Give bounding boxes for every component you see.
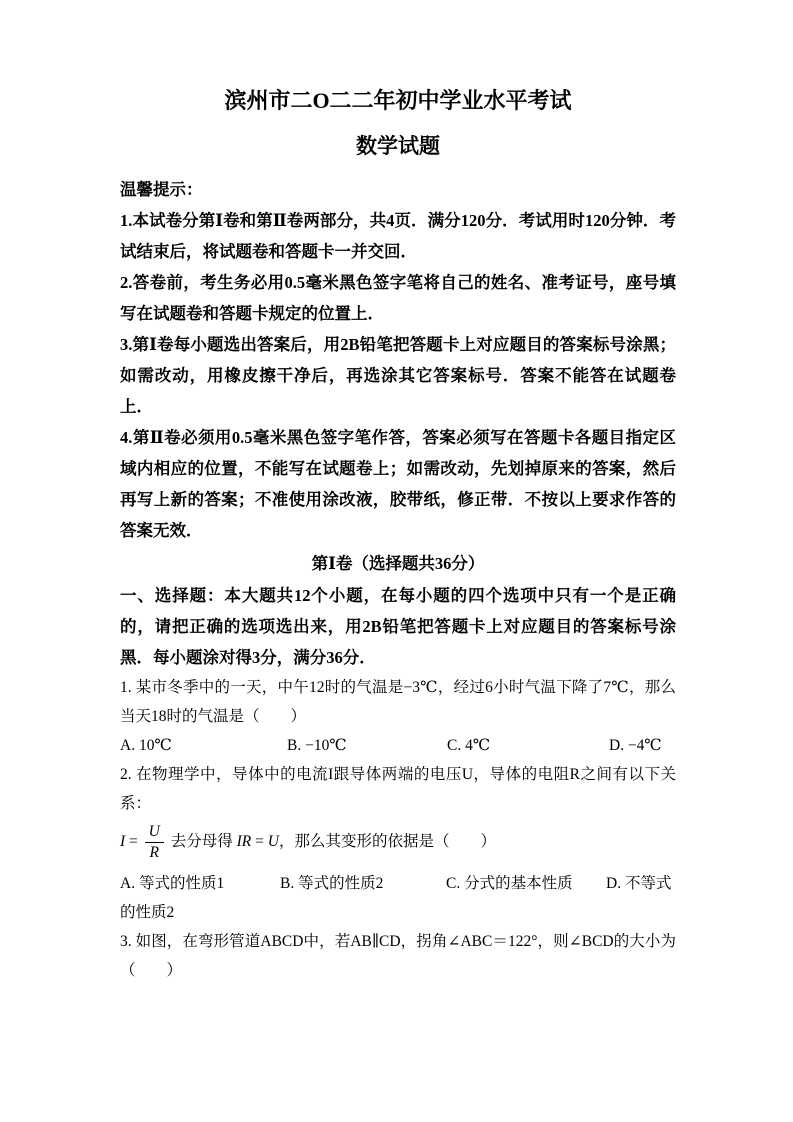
q1-option-d: D. −4℃ (609, 737, 662, 754)
formula-var2: IR (236, 833, 252, 851)
q1-option-c: C. 4℃ (447, 737, 491, 754)
formula-fraction (145, 823, 164, 862)
q1-option-a: A. 10℃ (120, 737, 172, 754)
q2-option-d: D. 不等式的性质2 (120, 875, 672, 921)
notice-item-1: 1.本试卷分第Ⅰ卷和第Ⅱ卷两部分，共4页．满分120分．考试用时120分钟．考试结束后，将试题卷和答题卡一并交回． (120, 211, 676, 261)
formula-equals: = (129, 833, 138, 851)
question-1-options (120, 731, 676, 760)
q2-option-a: A. 等式的性质1 (120, 875, 225, 892)
question-2-text: 2. 在物理学中，导体中的电流I跟导体两端的电压U，导体的电阻R之间有以下关系： (120, 766, 676, 812)
exam-title: 滨州市二O二二年初中学业水平考试 (224, 88, 572, 113)
formula-tail-text: ，那么其变形的依据是（ ） (278, 833, 496, 851)
question-1-text: 1. 某市冬季中的一天，中午12时的气温是−3℃，经过6小时气温下降了7℃，那么当天18时的气温是（ ） (120, 679, 676, 725)
notice-item-2: 2.答卷前，考生务必用0.5毫米黑色签字笔将自己的姓名、准考证号，座号填写在试题卷和答题卡规定的位置上． (120, 273, 676, 323)
formula-mid-text: 去分母得 (170, 833, 233, 851)
section-1-intro: 一、选择题：本大题共12个小题，在每小题的四个选项中只有一个是正确的，请把正确的选项选出来，用2B铅笔把答题卡上对应题目的答案标号涂黑．每小题涂对得3分，满分36分． (120, 586, 676, 667)
formula-lhs: I (120, 833, 126, 851)
q2-option-c: C. 分式的基本性质 (446, 875, 573, 892)
question-3-text: 3. 如图，在弯形管道ABCD中，若AB∥CD，拐角∠ABC＝122°，则∠BCD的大小为（ ） (120, 933, 676, 979)
notice-heading: 温馨提示： (120, 180, 203, 199)
fraction-denominator: R (149, 844, 159, 861)
notice-item-3: 3.第Ⅰ卷每小题选出答案后，用2B铅笔把答题卡上对应题目的答案标号涂黑；如需改动，用橡皮擦干净后，再选涂其它答案标号．答案不能答在试题卷上． (120, 335, 676, 416)
question-2-options (120, 869, 676, 927)
q1-option-b: B. −10℃ (287, 737, 347, 754)
formula-var3: U (267, 833, 279, 851)
exam-subtitle: 数学试题 (356, 134, 440, 158)
question-2-formula (120, 823, 676, 862)
formula-equals-2: = (255, 833, 264, 851)
notice-item-4: 4.第Ⅱ卷必须用0.5毫米黑色签字笔作答，答案必须写在答题卡各题目指定区域内相应的位置，不能写在试题卷上；如需改动，先划掉原来的答案，然后再写上新的答案；不准使用涂改液，胶带纸，修正带．不按以上要求作答的答案无效． (120, 428, 676, 540)
q2-option-b: B. 等式的性质2 (280, 875, 384, 892)
fraction-numerator: U (145, 823, 164, 843)
section-1-heading: 第Ⅰ卷（选择题共36分） (311, 554, 485, 573)
